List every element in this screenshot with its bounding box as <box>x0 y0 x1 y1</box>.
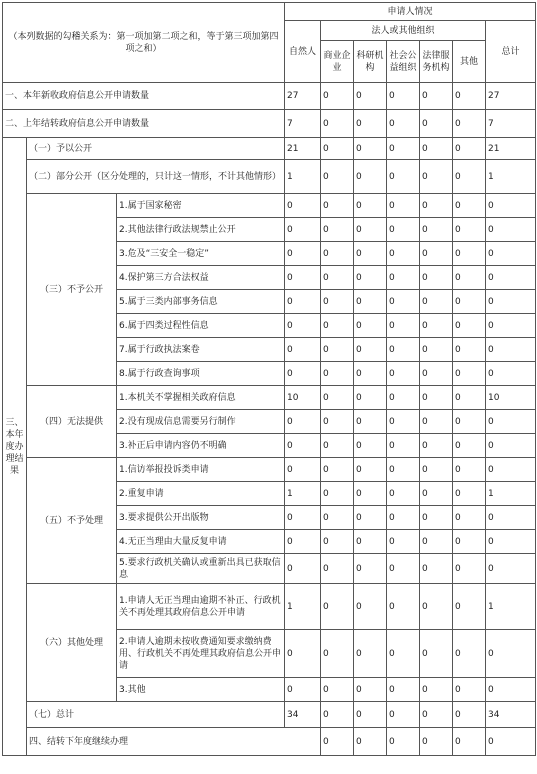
value-cell: 7 <box>285 110 321 138</box>
value-cell: 0 <box>321 160 354 194</box>
value-cell: 0 <box>321 266 354 290</box>
value-cell: 0 <box>285 530 321 554</box>
row-label: 5.属于三类内部事务信息 <box>117 290 285 314</box>
value-cell: 0 <box>285 314 321 338</box>
value-cell: 0 <box>453 290 486 314</box>
value-cell: 0 <box>387 458 420 482</box>
value-cell: 0 <box>321 410 354 434</box>
value-cell: 0 <box>354 218 387 242</box>
value-cell: 0 <box>453 530 486 554</box>
value-cell: 0 <box>420 242 453 266</box>
value-cell: 0 <box>387 314 420 338</box>
category-label: （五）不予处理 <box>27 458 117 584</box>
value-cell: 0 <box>354 584 387 630</box>
value-cell: 0 <box>453 630 486 678</box>
value-cell: 0 <box>420 434 453 458</box>
row-label: 7.属于行政执法案卷 <box>117 338 285 362</box>
value-cell: 0 <box>420 160 453 194</box>
value-cell: 0 <box>453 728 486 756</box>
row-label: 6.属于四类过程性信息 <box>117 314 285 338</box>
value-cell: 0 <box>321 630 354 678</box>
value-cell: 1 <box>285 160 321 194</box>
value-cell: 10 <box>486 386 536 410</box>
value-cell: 0 <box>453 218 486 242</box>
value-cell: 0 <box>453 458 486 482</box>
value-cell: 0 <box>420 290 453 314</box>
value-cell: 0 <box>387 728 420 756</box>
value-cell: 0 <box>486 728 536 756</box>
value-cell: 0 <box>420 554 453 584</box>
value-cell: 0 <box>453 338 486 362</box>
value-cell: 0 <box>387 362 420 386</box>
value-cell: 0 <box>285 410 321 434</box>
value-cell: 0 <box>387 410 420 434</box>
value-cell: 0 <box>321 83 354 110</box>
header-applicant: 申请人情况 <box>285 3 536 21</box>
value-cell: 0 <box>453 110 486 138</box>
row-label: 3.要求提供公开出版物 <box>117 506 285 530</box>
row-label: 3.危及“三安全一稳定” <box>117 242 285 266</box>
value-cell: 0 <box>321 434 354 458</box>
value-cell: 0 <box>354 506 387 530</box>
value-cell: 0 <box>321 482 354 506</box>
table-row <box>3 386 536 410</box>
value-cell: 0 <box>387 482 420 506</box>
value-cell: 0 <box>486 314 536 338</box>
section-3-label <box>3 138 27 756</box>
value-cell: 0 <box>285 506 321 530</box>
value-cell: 27 <box>285 83 321 110</box>
value-cell: 21 <box>285 138 321 160</box>
value-cell: 0 <box>354 386 387 410</box>
value-cell: 0 <box>321 386 354 410</box>
value-cell: 0 <box>285 194 321 218</box>
value-cell: 0 <box>321 110 354 138</box>
value-cell: 0 <box>321 702 354 728</box>
category-label: （六）其他处理 <box>27 584 117 702</box>
value-cell: 0 <box>321 506 354 530</box>
value-cell: 0 <box>354 266 387 290</box>
category-label: （三）不予公开 <box>27 194 117 386</box>
row-label: 4.无正当理由大量反复申请 <box>117 530 285 554</box>
value-cell: 0 <box>321 362 354 386</box>
value-cell: 0 <box>285 434 321 458</box>
value-cell: 0 <box>453 160 486 194</box>
value-cell: 0 <box>387 702 420 728</box>
value-cell: 1 <box>285 482 321 506</box>
value-cell: 0 <box>420 110 453 138</box>
value-cell: 0 <box>387 160 420 194</box>
row-label: 四、结转下年度继续办理 <box>27 728 321 756</box>
value-cell: 0 <box>486 242 536 266</box>
value-cell: 0 <box>285 554 321 584</box>
value-cell: 0 <box>420 584 453 630</box>
value-cell: 0 <box>285 290 321 314</box>
value-cell: 0 <box>420 338 453 362</box>
table-row <box>3 138 536 160</box>
value-cell: 0 <box>387 110 420 138</box>
value-cell: 0 <box>453 434 486 458</box>
header-commercial: 商业企业 <box>321 41 354 83</box>
row-label: 2.申请人逾期未按收费通知要求缴纳费用、行政机关不再处理其政府信息公开申请 <box>117 630 285 678</box>
value-cell: 0 <box>453 83 486 110</box>
value-cell: 0 <box>354 434 387 458</box>
value-cell: 0 <box>354 554 387 584</box>
value-cell: 0 <box>321 218 354 242</box>
value-cell: 34 <box>285 702 321 728</box>
value-cell: 0 <box>453 242 486 266</box>
value-cell: 0 <box>285 338 321 362</box>
value-cell: 0 <box>354 290 387 314</box>
value-cell: 10 <box>285 386 321 410</box>
value-cell: 0 <box>420 194 453 218</box>
value-cell: 0 <box>354 702 387 728</box>
table-row <box>3 702 536 728</box>
value-cell: 0 <box>354 194 387 218</box>
row-label: （七）总计 <box>27 702 285 728</box>
value-cell: 0 <box>420 728 453 756</box>
row-label: 3.其他 <box>117 678 285 702</box>
value-cell: 0 <box>387 678 420 702</box>
value-cell: 0 <box>285 630 321 678</box>
header-legal-org: 法人或其他组织 <box>321 21 486 41</box>
value-cell: 0 <box>453 506 486 530</box>
value-cell: 1 <box>486 482 536 506</box>
value-cell: 0 <box>321 290 354 314</box>
value-cell: 0 <box>420 362 453 386</box>
value-cell: 0 <box>486 530 536 554</box>
value-cell: 1 <box>486 160 536 194</box>
row-label: 一、本年新收政府信息公开申请数量 <box>3 83 285 110</box>
row-label: 5.要求行政机关确认或重新出具已获取信息 <box>117 554 285 584</box>
value-cell: 0 <box>387 584 420 630</box>
value-cell: 0 <box>453 266 486 290</box>
row-label: 8.属于行政查询事项 <box>117 362 285 386</box>
value-cell: 0 <box>387 506 420 530</box>
value-cell: 0 <box>321 138 354 160</box>
value-cell: 0 <box>354 482 387 506</box>
value-cell: 0 <box>420 83 453 110</box>
row-label: 3.补正后申请内容仍不明确 <box>117 434 285 458</box>
value-cell: 0 <box>486 410 536 434</box>
value-cell: 0 <box>420 218 453 242</box>
value-cell: 0 <box>453 410 486 434</box>
value-cell: 0 <box>285 362 321 386</box>
value-cell: 0 <box>354 678 387 702</box>
value-cell: 0 <box>486 630 536 678</box>
value-cell: 0 <box>387 83 420 110</box>
value-cell: 0 <box>321 242 354 266</box>
value-cell: 0 <box>420 678 453 702</box>
value-cell: 0 <box>387 138 420 160</box>
value-cell: 1 <box>486 584 536 630</box>
value-cell: 0 <box>387 554 420 584</box>
value-cell: 34 <box>486 702 536 728</box>
value-cell: 0 <box>354 630 387 678</box>
row-label: 1.本机关不掌握相关政府信息 <box>117 386 285 410</box>
value-cell: 0 <box>321 584 354 630</box>
header-research: 科研机构 <box>354 41 387 83</box>
value-cell: 0 <box>321 194 354 218</box>
row-label: 2.没有现成信息需要另行制作 <box>117 410 285 434</box>
value-cell: 0 <box>321 338 354 362</box>
value-cell: 0 <box>453 386 486 410</box>
value-cell: 0 <box>387 434 420 458</box>
value-cell: 0 <box>420 458 453 482</box>
value-cell: 0 <box>285 218 321 242</box>
row-label: 二、上年结转政府信息公开申请数量 <box>3 110 285 138</box>
value-cell: 0 <box>285 242 321 266</box>
value-cell: 0 <box>321 728 354 756</box>
value-cell: 0 <box>387 386 420 410</box>
value-cell: 0 <box>486 290 536 314</box>
value-cell: 0 <box>453 194 486 218</box>
value-cell: 0 <box>321 458 354 482</box>
value-cell: 0 <box>354 160 387 194</box>
table-row <box>3 83 536 110</box>
value-cell: 0 <box>486 678 536 702</box>
table-row <box>3 194 536 218</box>
value-cell: 0 <box>420 506 453 530</box>
value-cell: 0 <box>486 194 536 218</box>
row-label: 4.保护第三方合法权益 <box>117 266 285 290</box>
value-cell: 0 <box>486 554 536 584</box>
value-cell: 0 <box>420 482 453 506</box>
value-cell: 0 <box>453 362 486 386</box>
value-cell: 0 <box>354 362 387 386</box>
value-cell: 0 <box>453 314 486 338</box>
value-cell: 0 <box>354 242 387 266</box>
value-cell: 0 <box>354 83 387 110</box>
value-cell: 0 <box>420 702 453 728</box>
value-cell: 0 <box>486 362 536 386</box>
value-cell: 0 <box>453 482 486 506</box>
value-cell: 0 <box>420 410 453 434</box>
row-label: （一）予以公开 <box>27 138 285 160</box>
value-cell: 0 <box>387 530 420 554</box>
value-cell: 1 <box>285 584 321 630</box>
value-cell: 0 <box>486 218 536 242</box>
value-cell: 0 <box>354 314 387 338</box>
row-label: 2.重复申请 <box>117 482 285 506</box>
value-cell: 0 <box>321 678 354 702</box>
value-cell: 0 <box>453 584 486 630</box>
value-cell: 0 <box>420 386 453 410</box>
value-cell: 0 <box>486 338 536 362</box>
value-cell: 0 <box>387 218 420 242</box>
value-cell: 0 <box>420 138 453 160</box>
header-natural-person: 自然人 <box>285 21 321 83</box>
value-cell: 0 <box>420 530 453 554</box>
value-cell: 0 <box>387 266 420 290</box>
value-cell: 0 <box>453 138 486 160</box>
table-row <box>3 728 536 756</box>
value-cell: 0 <box>321 530 354 554</box>
value-cell: 0 <box>387 338 420 362</box>
value-cell: 0 <box>321 554 354 584</box>
value-cell: 0 <box>321 314 354 338</box>
row-label: 2.其他法律行政法规禁止公开 <box>117 218 285 242</box>
table-row <box>3 458 536 482</box>
value-cell: 0 <box>486 266 536 290</box>
value-cell: 0 <box>354 728 387 756</box>
value-cell: 0 <box>420 630 453 678</box>
value-cell: 0 <box>486 506 536 530</box>
value-cell: 0 <box>453 702 486 728</box>
value-cell: 0 <box>486 458 536 482</box>
value-cell: 0 <box>285 266 321 290</box>
category-label: （四）无法提供 <box>27 386 117 458</box>
value-cell: 0 <box>354 530 387 554</box>
value-cell: 0 <box>387 242 420 266</box>
value-cell: 0 <box>354 458 387 482</box>
value-cell: 0 <box>420 266 453 290</box>
gov-info-disclosure-table <box>2 2 536 756</box>
header-legal-service: 法律服务机构 <box>420 41 453 83</box>
value-cell: 0 <box>387 290 420 314</box>
header-other: 其他 <box>453 41 486 83</box>
table-row <box>3 110 536 138</box>
header-note: （本列数据的勾稽关系为：第一项加第二项之和，等于第三项加第四项之和） <box>3 3 285 83</box>
value-cell: 0 <box>387 630 420 678</box>
value-cell: 0 <box>354 410 387 434</box>
header-total: 总计 <box>486 21 536 83</box>
value-cell: 0 <box>453 554 486 584</box>
row-label: 1.属于国家秘密 <box>117 194 285 218</box>
value-cell: 0 <box>285 678 321 702</box>
value-cell: 0 <box>453 678 486 702</box>
row-label: （二）部分公开（区分处理的，只计这一情形，不计其他情形） <box>27 160 285 194</box>
value-cell: 0 <box>420 314 453 338</box>
table-row <box>3 584 536 630</box>
value-cell: 7 <box>486 110 536 138</box>
value-cell: 0 <box>354 338 387 362</box>
value-cell: 27 <box>486 83 536 110</box>
value-cell: 0 <box>285 458 321 482</box>
header-social: 社会公益组织 <box>387 41 420 83</box>
section-3-text: 三、本年度办理结果 <box>5 417 24 476</box>
value-cell: 0 <box>486 434 536 458</box>
table-row <box>3 160 536 194</box>
value-cell: 0 <box>387 194 420 218</box>
row-label: 1.信访举报投诉类申请 <box>117 458 285 482</box>
row-label: 1.申请人无正当理由逾期不补正、行政机关不再处理其政府信息公开申请 <box>117 584 285 630</box>
value-cell: 21 <box>486 138 536 160</box>
value-cell: 0 <box>354 110 387 138</box>
value-cell: 0 <box>354 138 387 160</box>
